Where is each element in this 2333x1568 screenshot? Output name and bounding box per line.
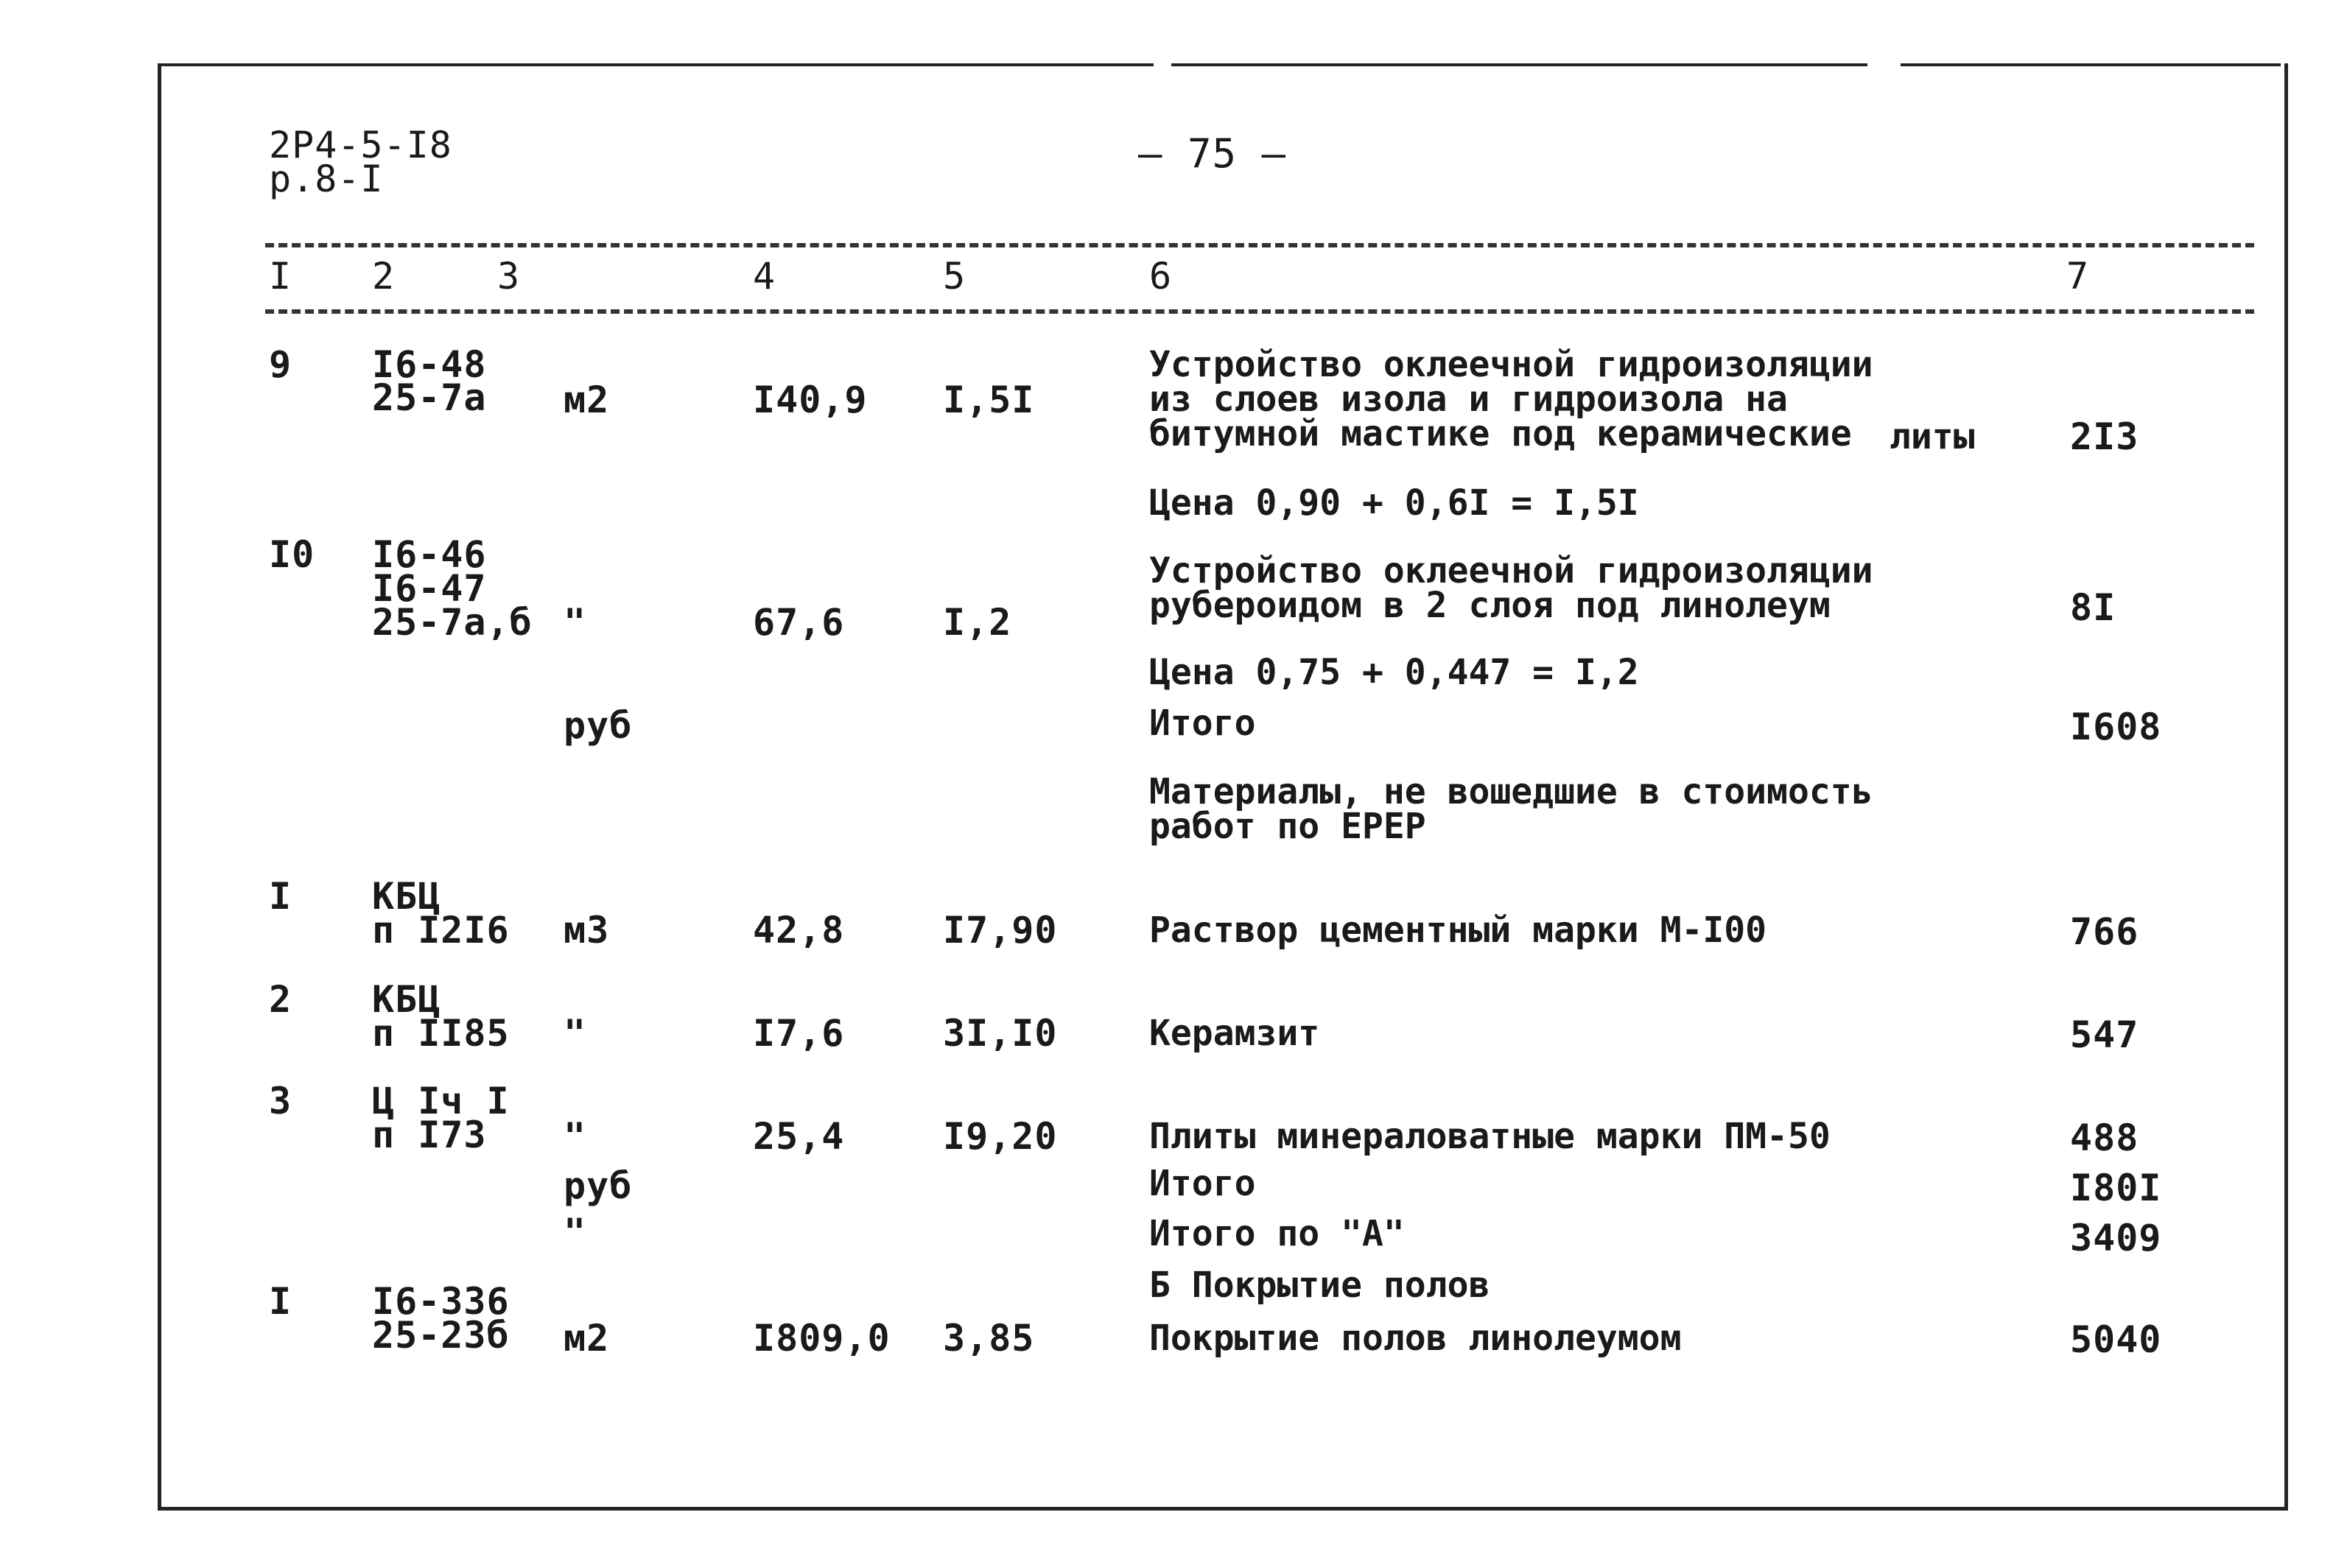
row-price: 3I,I0: [943, 1012, 1058, 1055]
row-desc: рубероидом в 2 слоя под линолеум: [1149, 585, 1831, 626]
row-unit: м2: [564, 1317, 610, 1360]
row-desc: Плиты минераловатные марки ПМ-50: [1149, 1116, 1831, 1157]
col-header-1: I: [269, 255, 292, 298]
row-unit: м3: [564, 909, 610, 952]
row-desc: Устройство оклеечной гидроизоляции: [1149, 550, 1873, 591]
row-qty: 25,4: [753, 1115, 845, 1158]
frame-top-line: [158, 63, 1154, 66]
row-desc: Итого: [1149, 703, 1256, 744]
row-qty: I809,0: [753, 1317, 891, 1360]
row-unit: м2: [564, 379, 610, 421]
row-desc: Керамзит: [1149, 1013, 1320, 1054]
col-header-5: 5: [943, 255, 966, 298]
row-desc: Итого: [1149, 1163, 1256, 1204]
doc-code: 2Р4-5-I8: [269, 124, 452, 166]
row-desc: Покрытие полов линолеумом: [1149, 1318, 1682, 1359]
header-rule-top: [265, 243, 2254, 247]
row-code: 25-7а,б: [372, 601, 533, 644]
frame-top-line: [1171, 63, 1867, 66]
row-number: I: [269, 875, 292, 918]
price-note: Цена 0,90 + 0,6I = I,5I: [1149, 482, 1639, 524]
row-unit: руб: [564, 1164, 633, 1207]
row-code: I6-336: [372, 1280, 510, 1323]
row-desc: Итого по "А": [1149, 1213, 1405, 1254]
row-code: п I73: [372, 1114, 487, 1156]
row-number: 3: [269, 1080, 292, 1122]
row-price: I9,20: [943, 1115, 1058, 1158]
row-code: 25-23б: [372, 1314, 510, 1357]
row-unit: руб: [564, 704, 633, 747]
row-unit: ": [564, 1012, 587, 1055]
row-code: п I2I6: [372, 909, 510, 952]
row-price: I,2: [943, 601, 1012, 644]
row-number: 2: [269, 978, 292, 1021]
row-qty: I7,6: [753, 1012, 845, 1055]
col-header-7: 7: [2066, 255, 2090, 298]
row-number: 9: [269, 343, 292, 386]
row-total: 3409: [2070, 1217, 2162, 1259]
row-desc: битумной мастике под керамические: [1149, 413, 1852, 454]
row-total: 488: [2070, 1117, 2139, 1159]
row-code: Ц Iч I: [372, 1080, 510, 1122]
row-desc: Раствор цементный марки М-I00: [1149, 910, 1767, 951]
doc-section: р.8-I: [269, 158, 384, 200]
row-code: КБЦ: [372, 875, 441, 918]
section-heading: Материалы, не вошедшие в стоимость: [1149, 771, 1873, 812]
col-header-2: 2: [372, 255, 396, 298]
row-desc: из слоев изола и гидроизола на: [1149, 379, 1788, 420]
col-header-3: 3: [497, 255, 521, 298]
row-code: 25-7а: [372, 376, 487, 419]
row-unit: ": [564, 1115, 587, 1158]
row-desc: Устройство оклеечной гидроизоляции: [1149, 344, 1873, 385]
row-code: I6-46: [372, 533, 487, 576]
row-code: п II85: [372, 1012, 510, 1055]
col-header-6: 6: [1149, 255, 1173, 298]
row-total: 2I3: [2070, 415, 2139, 458]
row-unit: ": [564, 601, 587, 644]
row-price: I7,90: [943, 909, 1058, 952]
row-total: I608: [2070, 706, 2162, 748]
row-code: КБЦ: [372, 978, 441, 1021]
header-rule-bottom: [265, 309, 2254, 314]
row-price: I,5I: [943, 379, 1035, 421]
row-price: 3,85: [943, 1317, 1035, 1360]
section-heading: Б Покрытие полов: [1149, 1265, 1490, 1306]
row-total: I80I: [2070, 1167, 2162, 1209]
row-total: 766: [2070, 910, 2139, 953]
row-unit: ": [564, 1211, 587, 1254]
page-number: — 75 —: [1138, 130, 1287, 177]
row-qty: 42,8: [753, 909, 845, 952]
row-desc-tail: литы: [1890, 416, 1975, 457]
frame-top-line: [1901, 63, 2281, 66]
row-code: I6-47: [372, 567, 487, 610]
row-total: 547: [2070, 1013, 2139, 1056]
price-note: Цена 0,75 + 0,447 = I,2: [1149, 652, 1639, 693]
row-total: 5040: [2070, 1318, 2162, 1361]
row-number: I0: [269, 533, 315, 576]
row-qty: 67,6: [753, 601, 845, 644]
section-heading: работ по ЕРЕР: [1149, 806, 1426, 847]
row-number: I: [269, 1280, 292, 1323]
row-total: 8I: [2070, 586, 2116, 629]
row-code: I6-48: [372, 343, 487, 386]
row-qty: I40,9: [753, 379, 868, 421]
col-header-4: 4: [753, 255, 776, 298]
